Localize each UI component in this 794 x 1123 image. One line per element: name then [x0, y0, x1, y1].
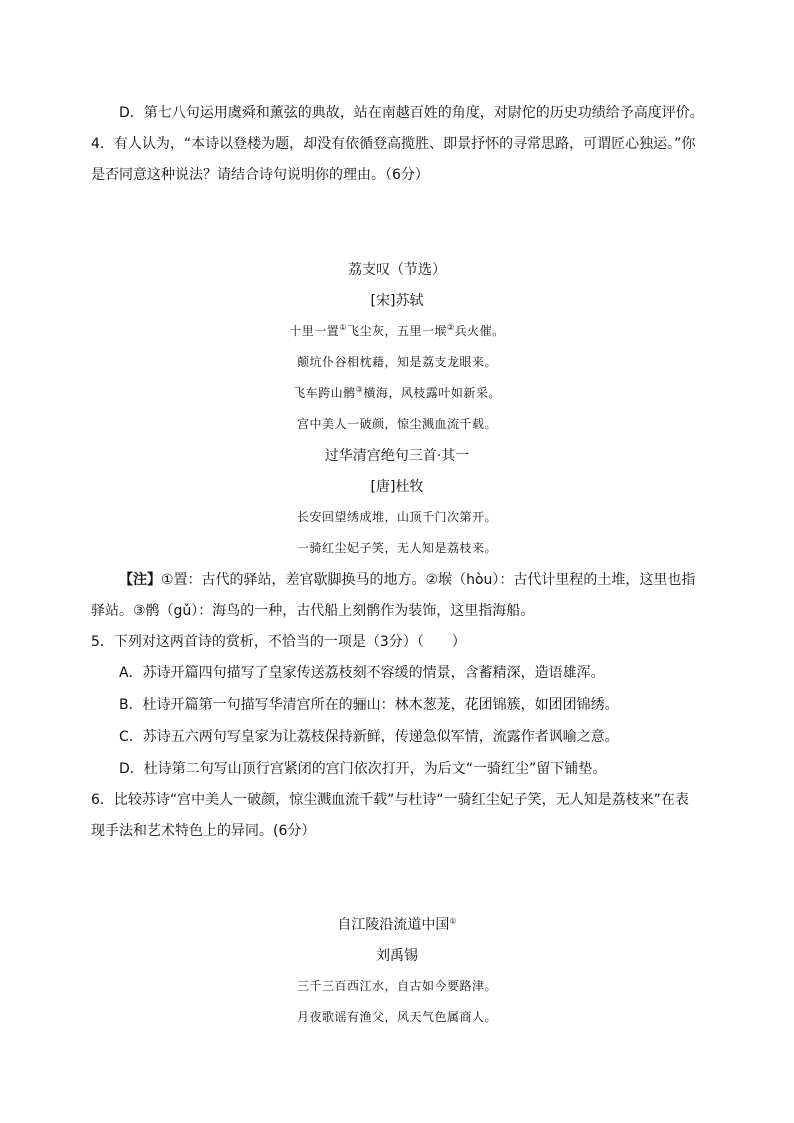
poem3-title-footnote: ①	[449, 916, 457, 926]
poem1-title: 荔支叹（节选）	[348, 262, 446, 278]
poem3-line-2: 月夜歌谣有渔父，风天气色属商人。	[296, 1010, 497, 1024]
q5-option-d: D．杜诗第二句写山顶行宫紧闭的宫门依次打开，为后文“一骑红尘”留下铺垫。	[119, 761, 607, 777]
footnote-marker-2: ②	[447, 323, 455, 332]
q5-option-c: C．苏诗五六两句写皇家为让荔枝保持新鲜，传递急似军情，流露作者讽喻之意。	[119, 729, 619, 745]
q5-option-b: B．杜诗开篇第一句描写华清宫所在的骊山：林木葱茏，花团锦簇，如团团锦绣。	[119, 697, 619, 713]
poem1-line-2: 颠坑仆谷相枕藉，知是荔支龙眼来。	[296, 355, 497, 369]
q4-line-2: 是否同意这种说法？请结合诗句说明你的理由。（6分）	[91, 167, 429, 183]
footnote-marker-1: ①	[339, 323, 347, 332]
footnote-marker-3: ③	[355, 385, 364, 394]
poem1-line-1: 十里一置①飞尘灰，五里一堠②兵火催。	[289, 323, 505, 338]
q6-line-2: 现手法和艺术特色上的异同。(6分）	[91, 823, 316, 839]
poem3-line-1: 三千三百西江水，自古如今要路津。	[296, 979, 497, 993]
q4-line-1: 4．有人认为，“本诗以登楼为题，却没有依循登高揽胜、即景抒怀的寻常思路，可谓匠心独运。”你	[91, 136, 696, 152]
q6-line-1: 6．比较苏诗“宫中美人一破颜，惊尘溅血流千载”与杜诗“一骑红尘妃子笑，无人知是荔枝来”在表	[91, 792, 689, 808]
poem3-author: 刘禹锡	[376, 948, 418, 964]
poem3-title: 自江陵沿流道中国①	[337, 916, 457, 933]
q5-stem: 5．下列对这两首诗的赏析，不恰当的一项是（3分）（ ）	[91, 634, 466, 650]
poem2-title: 过华清宫绝句三首·其一	[324, 448, 470, 464]
poem1-line-3: 飞车跨山鹘③横海，风枝露叶如新采。	[293, 385, 501, 400]
poem2-line-1: 长安回望绣成堆，山顶千门次第开。	[296, 510, 497, 524]
note-label: 【注】	[119, 572, 161, 588]
note-line-1: 【注】①置：古代的驿站，差官歇脚换马的地方。②堠（hòu）：古代计里程的土堆，这里也指	[119, 572, 696, 588]
poem2-author: [唐]杜牧	[370, 479, 424, 495]
q5-option-a: A．苏诗开篇四句描写了皇家传送荔枝刻不容缓的情景，含蓄精深，造语雄浑。	[119, 665, 605, 681]
q3-option-d: D．第七八句运用虞舜和薰弦的典故，站在南越百姓的角度，对尉佗的历史功绩给予高度评价。	[119, 105, 704, 121]
poem1-line-4: 宫中美人一破颜，惊尘溅血流千载。	[296, 417, 497, 431]
note-line-2: 驿站。③鹘（gǔ）：海鸟的一种，古代船上刻鹘作为装饰，这里指海船。	[91, 603, 535, 619]
poem1-author: [宋]苏轼	[370, 293, 424, 309]
poem2-line-2: 一骑红尘妃子笑，无人知是荔枝来。	[296, 541, 497, 555]
